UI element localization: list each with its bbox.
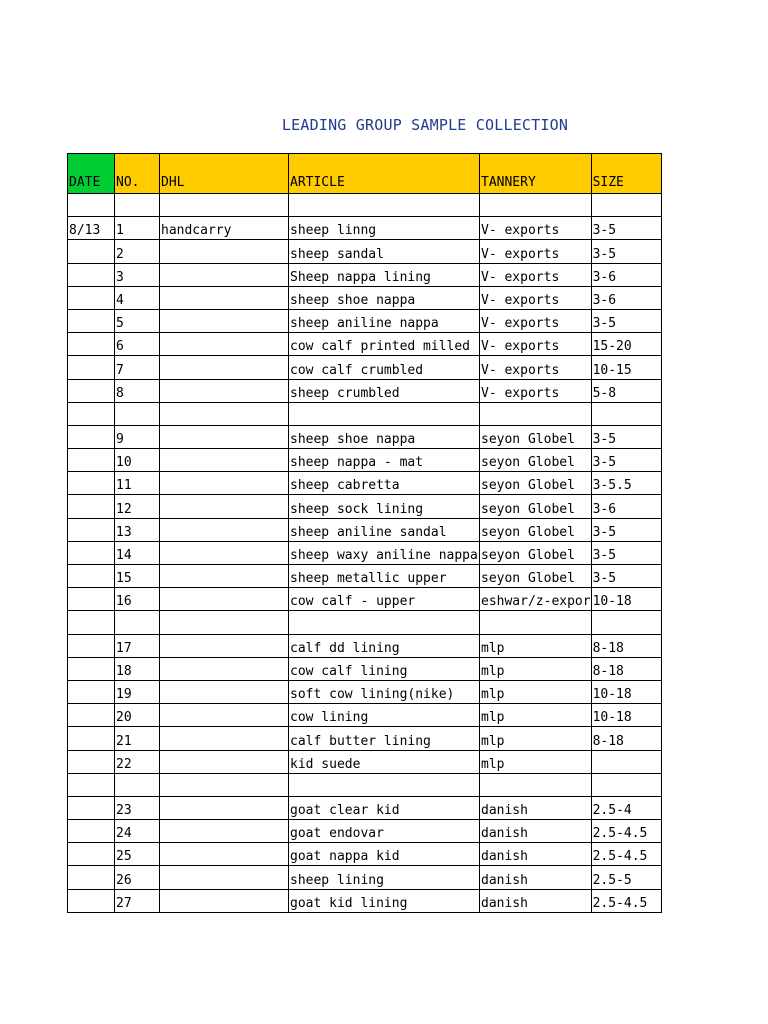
- cell-date[interactable]: [68, 194, 115, 217]
- cell-date[interactable]: [68, 356, 115, 379]
- cell-tannery[interactable]: danish: [480, 796, 592, 819]
- cell-tannery[interactable]: danish: [480, 843, 592, 866]
- cell-size[interactable]: 2.5-4.5: [591, 889, 661, 912]
- cell-dhl[interactable]: [160, 356, 289, 379]
- cell-date[interactable]: [68, 425, 115, 448]
- cell-tannery[interactable]: V- exports: [480, 309, 592, 332]
- cell-size[interactable]: 10-15: [591, 356, 661, 379]
- cell-no[interactable]: [115, 402, 160, 425]
- cell-no[interactable]: 3: [115, 263, 160, 286]
- cell-date[interactable]: [68, 704, 115, 727]
- cell-tannery[interactable]: [480, 773, 592, 796]
- table-row: [68, 866, 662, 889]
- cell-size[interactable]: 10-18: [591, 680, 661, 703]
- cell-no[interactable]: 25: [115, 843, 160, 866]
- cell-tannery[interactable]: seyon Globel: [480, 565, 592, 588]
- cell-size[interactable]: 3-6: [591, 286, 661, 309]
- table-row: [68, 240, 662, 263]
- cell-article[interactable]: sheep shoe nappa: [289, 286, 480, 309]
- header-date[interactable]: DATE: [68, 154, 115, 194]
- table-row: [68, 680, 662, 703]
- header-article[interactable]: ARTICLE: [289, 154, 480, 194]
- table-row: [68, 796, 662, 819]
- cell-size[interactable]: [591, 611, 661, 634]
- cell-size[interactable]: 3-6: [591, 263, 661, 286]
- sample-collection-table: [67, 153, 662, 913]
- header-size[interactable]: SIZE: [591, 154, 661, 194]
- cell-article[interactable]: kid suede: [289, 750, 480, 773]
- cell-date[interactable]: 8/13: [68, 217, 115, 240]
- cell-no[interactable]: [115, 611, 160, 634]
- cell-dhl[interactable]: [160, 634, 289, 657]
- cell-article[interactable]: sheep aniline nappa: [289, 309, 480, 332]
- cell-dhl[interactable]: [160, 194, 289, 217]
- cell-no[interactable]: 26: [115, 866, 160, 889]
- cell-size[interactable]: 2.5-5: [591, 866, 661, 889]
- cell-dhl[interactable]: [160, 425, 289, 448]
- cell-date[interactable]: [68, 402, 115, 425]
- cell-no[interactable]: 16: [115, 588, 160, 611]
- table-row: [68, 217, 662, 240]
- cell-no[interactable]: 6: [115, 333, 160, 356]
- table-row: [68, 425, 662, 448]
- cell-no[interactable]: 1: [115, 217, 160, 240]
- cell-date[interactable]: [68, 634, 115, 657]
- cell-no[interactable]: 20: [115, 704, 160, 727]
- cell-article[interactable]: sheep sock lining: [289, 495, 480, 518]
- cell-no[interactable]: 9: [115, 425, 160, 448]
- cell-size[interactable]: 5-8: [591, 379, 661, 402]
- table-row: [68, 588, 662, 611]
- cell-tannery[interactable]: seyon Globel: [480, 541, 592, 564]
- cell-tannery[interactable]: V- exports: [480, 286, 592, 309]
- cell-article[interactable]: goat endovar: [289, 820, 480, 843]
- cell-dhl[interactable]: [160, 541, 289, 564]
- cell-date[interactable]: [68, 309, 115, 332]
- cell-no[interactable]: 12: [115, 495, 160, 518]
- cell-article[interactable]: cow calf lining: [289, 657, 480, 680]
- cell-no[interactable]: 23: [115, 796, 160, 819]
- cell-tannery[interactable]: seyon Globel: [480, 518, 592, 541]
- cell-tannery[interactable]: seyon Globel: [480, 495, 592, 518]
- sheet-title: LEADING GROUP SAMPLE COLLECTION: [281, 116, 569, 134]
- cell-no[interactable]: 24: [115, 820, 160, 843]
- cell-size[interactable]: 3-6: [591, 495, 661, 518]
- cell-tannery[interactable]: V- exports: [480, 356, 592, 379]
- cell-article[interactable]: [289, 194, 480, 217]
- table-row: [68, 889, 662, 912]
- cell-dhl[interactable]: [160, 379, 289, 402]
- cell-date[interactable]: [68, 773, 115, 796]
- cell-size[interactable]: [591, 194, 661, 217]
- cell-dhl[interactable]: [160, 518, 289, 541]
- cell-dhl[interactable]: handcarry: [160, 217, 289, 240]
- cell-no[interactable]: 8: [115, 379, 160, 402]
- cell-no[interactable]: 7: [115, 356, 160, 379]
- cell-tannery[interactable]: danish: [480, 820, 592, 843]
- cell-date[interactable]: [68, 565, 115, 588]
- cell-tannery[interactable]: mlp: [480, 634, 592, 657]
- cell-dhl[interactable]: [160, 472, 289, 495]
- cell-tannery[interactable]: danish: [480, 866, 592, 889]
- table-row: [68, 611, 662, 634]
- cell-dhl[interactable]: [160, 449, 289, 472]
- header-no[interactable]: NO.: [115, 154, 160, 194]
- cell-article[interactable]: soft cow lining(nike): [289, 680, 480, 703]
- cell-date[interactable]: [68, 379, 115, 402]
- cell-date[interactable]: [68, 843, 115, 866]
- cell-size[interactable]: [591, 750, 661, 773]
- cell-dhl[interactable]: [160, 588, 289, 611]
- cell-date[interactable]: [68, 866, 115, 889]
- table-row: [68, 704, 662, 727]
- cell-size[interactable]: 3-5: [591, 309, 661, 332]
- cell-tannery[interactable]: V- exports: [480, 217, 592, 240]
- cell-date[interactable]: [68, 518, 115, 541]
- cell-tannery[interactable]: [480, 194, 592, 217]
- cell-article[interactable]: sheep shoe nappa: [289, 425, 480, 448]
- cell-tannery[interactable]: seyon Globel: [480, 449, 592, 472]
- cell-date[interactable]: [68, 750, 115, 773]
- cell-no[interactable]: 15: [115, 565, 160, 588]
- table-row: [68, 402, 662, 425]
- cell-no[interactable]: 21: [115, 727, 160, 750]
- cell-date[interactable]: [68, 889, 115, 912]
- cell-article[interactable]: [289, 611, 480, 634]
- cell-dhl[interactable]: [160, 565, 289, 588]
- cell-date[interactable]: [68, 611, 115, 634]
- cell-date[interactable]: [68, 796, 115, 819]
- cell-dhl[interactable]: [160, 796, 289, 819]
- cell-tannery[interactable]: V- exports: [480, 240, 592, 263]
- cell-size[interactable]: 3-5: [591, 565, 661, 588]
- cell-size[interactable]: 3-5: [591, 518, 661, 541]
- table-row: [68, 727, 662, 750]
- cell-size[interactable]: 2.5-4.5: [591, 843, 661, 866]
- cell-dhl[interactable]: [160, 611, 289, 634]
- cell-date[interactable]: [68, 727, 115, 750]
- table-row: [68, 472, 662, 495]
- cell-size[interactable]: 3-5: [591, 425, 661, 448]
- cell-size[interactable]: 3-5.5: [591, 472, 661, 495]
- cell-tannery[interactable]: V- exports: [480, 263, 592, 286]
- table-row: [68, 634, 662, 657]
- cell-no[interactable]: 19: [115, 680, 160, 703]
- cell-no[interactable]: 11: [115, 472, 160, 495]
- cell-tannery[interactable]: mlp: [480, 750, 592, 773]
- cell-size[interactable]: 2.5-4: [591, 796, 661, 819]
- cell-size[interactable]: 10-18: [591, 588, 661, 611]
- table-row: [68, 541, 662, 564]
- cell-article[interactable]: cow calf - upper: [289, 588, 480, 611]
- cell-article[interactable]: calf butter lining: [289, 727, 480, 750]
- cell-article[interactable]: sheep linng: [289, 217, 480, 240]
- cell-no[interactable]: 18: [115, 657, 160, 680]
- cell-tannery[interactable]: [480, 402, 592, 425]
- cell-article[interactable]: cow lining: [289, 704, 480, 727]
- table-row: [68, 843, 662, 866]
- cell-tannery[interactable]: mlp: [480, 657, 592, 680]
- cell-article[interactable]: cow calf crumbled: [289, 356, 480, 379]
- cell-no[interactable]: [115, 773, 160, 796]
- table-row: [68, 309, 662, 332]
- cell-dhl[interactable]: [160, 286, 289, 309]
- cell-date[interactable]: [68, 240, 115, 263]
- table-row: [68, 333, 662, 356]
- cell-no[interactable]: 5: [115, 309, 160, 332]
- cell-dhl[interactable]: [160, 820, 289, 843]
- cell-dhl[interactable]: [160, 680, 289, 703]
- cell-size[interactable]: 3-5: [591, 217, 661, 240]
- cell-article[interactable]: [289, 773, 480, 796]
- cell-size[interactable]: 8-18: [591, 727, 661, 750]
- cell-article[interactable]: sheep lining: [289, 866, 480, 889]
- cell-article[interactable]: sheep crumbled: [289, 379, 480, 402]
- table-row: [68, 379, 662, 402]
- cell-tannery[interactable]: seyon Globel: [480, 472, 592, 495]
- table-row: [68, 518, 662, 541]
- cell-size[interactable]: 10-18: [591, 704, 661, 727]
- table-row: [68, 750, 662, 773]
- cell-tannery[interactable]: seyon Globel: [480, 425, 592, 448]
- header-tannery[interactable]: TANNERY: [480, 154, 592, 194]
- cell-dhl[interactable]: [160, 309, 289, 332]
- cell-size[interactable]: 3-5: [591, 541, 661, 564]
- cell-date[interactable]: [68, 333, 115, 356]
- cell-size[interactable]: 3-5: [591, 449, 661, 472]
- cell-date[interactable]: [68, 263, 115, 286]
- cell-article[interactable]: sheep sandal: [289, 240, 480, 263]
- cell-no[interactable]: 2: [115, 240, 160, 263]
- cell-tannery[interactable]: danish: [480, 889, 592, 912]
- cell-no[interactable]: 22: [115, 750, 160, 773]
- cell-article[interactable]: sheep cabretta: [289, 472, 480, 495]
- table-row: [68, 565, 662, 588]
- cell-no[interactable]: 17: [115, 634, 160, 657]
- cell-size[interactable]: [591, 402, 661, 425]
- table-row: [68, 495, 662, 518]
- cell-dhl[interactable]: [160, 727, 289, 750]
- cell-article[interactable]: [289, 402, 480, 425]
- cell-tannery[interactable]: mlp: [480, 727, 592, 750]
- cell-date[interactable]: [68, 449, 115, 472]
- cell-article[interactable]: goat kid lining: [289, 889, 480, 912]
- table-row: [68, 286, 662, 309]
- cell-dhl[interactable]: [160, 402, 289, 425]
- cell-dhl[interactable]: [160, 657, 289, 680]
- cell-tannery[interactable]: mlp: [480, 704, 592, 727]
- cell-size[interactable]: 8-18: [591, 634, 661, 657]
- table-row: [68, 820, 662, 843]
- cell-size[interactable]: 8-18: [591, 657, 661, 680]
- cell-article[interactable]: goat nappa kid: [289, 843, 480, 866]
- cell-date[interactable]: [68, 680, 115, 703]
- cell-dhl[interactable]: [160, 495, 289, 518]
- cell-tannery[interactable]: V- exports: [480, 379, 592, 402]
- cell-date[interactable]: [68, 820, 115, 843]
- cell-date[interactable]: [68, 495, 115, 518]
- cell-dhl[interactable]: [160, 843, 289, 866]
- cell-dhl[interactable]: [160, 773, 289, 796]
- cell-date[interactable]: [68, 286, 115, 309]
- cell-no[interactable]: 27: [115, 889, 160, 912]
- cell-tannery[interactable]: mlp: [480, 680, 592, 703]
- table-row: [68, 449, 662, 472]
- cell-no[interactable]: [115, 194, 160, 217]
- cell-no[interactable]: 13: [115, 518, 160, 541]
- cell-article[interactable]: calf dd lining: [289, 634, 480, 657]
- cell-dhl[interactable]: [160, 240, 289, 263]
- table-row: [68, 773, 662, 796]
- cell-dhl[interactable]: [160, 704, 289, 727]
- cell-dhl[interactable]: [160, 866, 289, 889]
- header-dhl[interactable]: DHL: [160, 154, 289, 194]
- cell-size[interactable]: [591, 773, 661, 796]
- cell-date[interactable]: [68, 541, 115, 564]
- cell-tannery[interactable]: [480, 611, 592, 634]
- cell-no[interactable]: 10: [115, 449, 160, 472]
- cell-size[interactable]: 15-20: [591, 333, 661, 356]
- table-row: [68, 356, 662, 379]
- cell-article[interactable]: cow calf printed milled: [289, 333, 480, 356]
- table-row: [68, 657, 662, 680]
- cell-article[interactable]: Sheep nappa lining: [289, 263, 480, 286]
- cell-date[interactable]: [68, 588, 115, 611]
- cell-tannery[interactable]: eshwar/z-expor: [480, 588, 592, 611]
- cell-size[interactable]: 2.5-4.5: [591, 820, 661, 843]
- cell-dhl[interactable]: [160, 263, 289, 286]
- cell-size[interactable]: 3-5: [591, 240, 661, 263]
- cell-date[interactable]: [68, 657, 115, 680]
- cell-article[interactable]: sheep nappa - mat: [289, 449, 480, 472]
- cell-tannery[interactable]: V- exports: [480, 333, 592, 356]
- cell-article[interactable]: sheep metallic upper: [289, 565, 480, 588]
- table-row: [68, 194, 662, 217]
- cell-article[interactable]: goat clear kid: [289, 796, 480, 819]
- header-row: [68, 154, 662, 194]
- cell-no[interactable]: 4: [115, 286, 160, 309]
- cell-dhl[interactable]: [160, 750, 289, 773]
- cell-dhl[interactable]: [160, 333, 289, 356]
- cell-article[interactable]: sheep waxy aniline nappa: [289, 541, 480, 564]
- table-row: [68, 263, 662, 286]
- cell-article[interactable]: sheep aniline sandal: [289, 518, 480, 541]
- cell-dhl[interactable]: [160, 889, 289, 912]
- cell-no[interactable]: 14: [115, 541, 160, 564]
- cell-date[interactable]: [68, 472, 115, 495]
